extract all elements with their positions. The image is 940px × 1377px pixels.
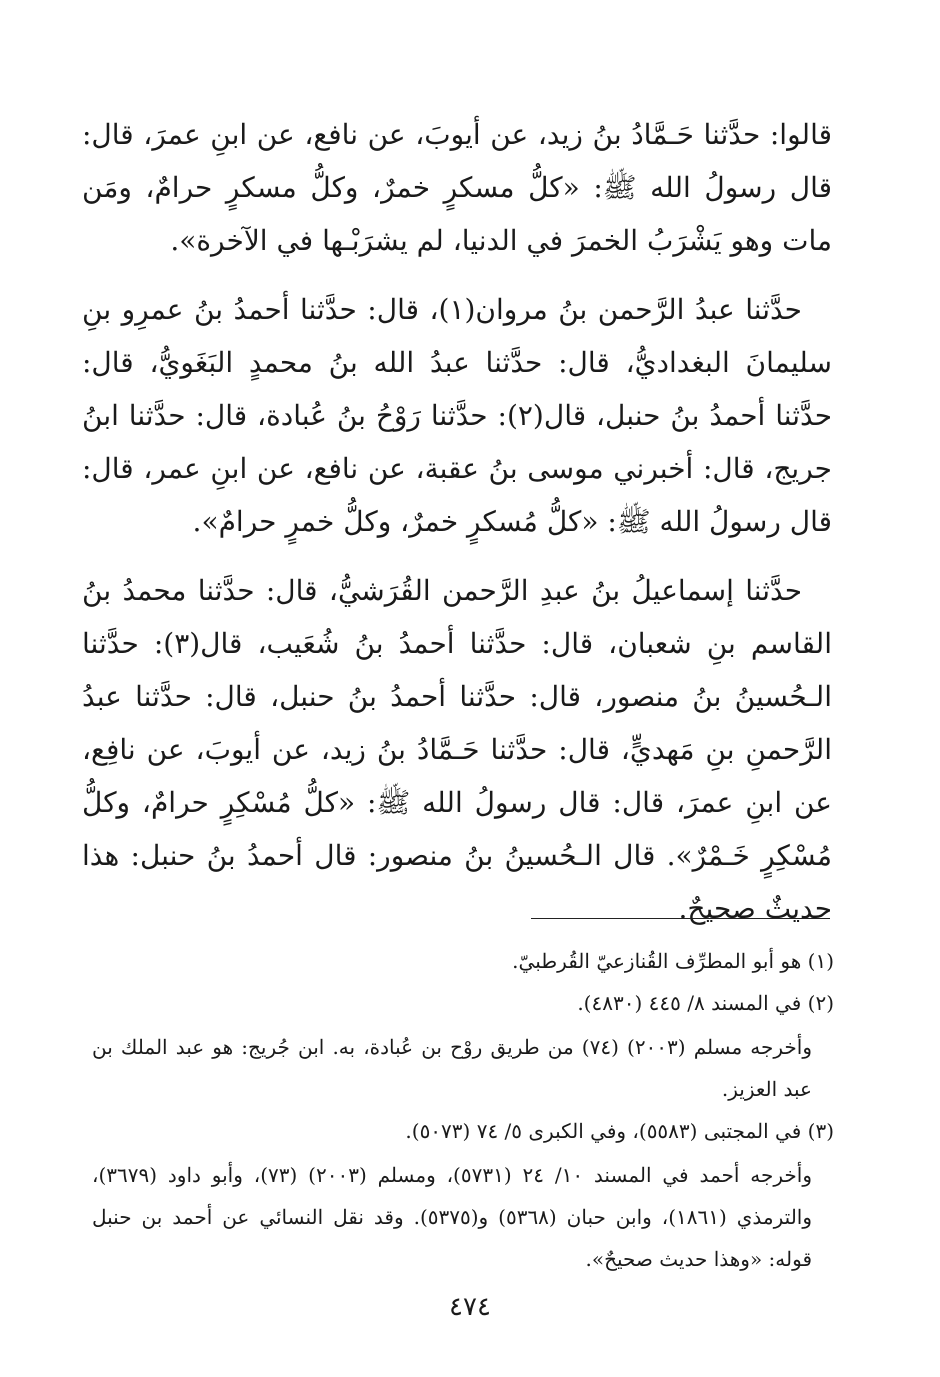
page-number: ٤٧٤ xyxy=(449,1292,491,1322)
footnote-1: (١) هو أبو المطرِّف القُنازعيّ القُرطبيّ. xyxy=(512,949,834,973)
footnote-separator xyxy=(531,918,830,919)
footnotes xyxy=(92,940,834,1280)
paragraph-3: حدَّثنا إسماعيلُ بنُ عبدِ الرَّحمن القُرَشيُّ، قال: حدَّثنا محمدُ بنُ القاسم بنِ شعبان، قال: حدَّثنا أحمدُ بنُ شُعَيب، قال(٣): حدَّثنا الـحُسينُ بنُ منصور، قال: حدَّثنا أحمدُ بنُ حنبل، قال: حدَّثنا عبدُ الرَّحمنِ بنِ مَهديٍّ، قال: حدَّثنا حَـمَّادُ بنُ زيد، عن أيوبَ، عن نافِع، عن ابنِ عمرَ، قال: قال رسولُ الله ﷺ: «كلُّ مُسْكِرٍ حرامٌ، وكلُّ مُسْكِرٍ خَـمْرٌ». قال الـحُسينُ بنُ منصور: قال أحمدُ بنُ حنبل: هذا حديثٌ صحيحٌ. xyxy=(82,574,832,925)
footnote-2-continuation: وأخرجه مسلم (٢٠٠٣) (٧٤) من طريق روْح بن عُبادة، به. ابن جُريج: هو عبد الملك بن عبد العزيز. xyxy=(92,1035,812,1101)
paragraph-2: حدَّثنا عبدُ الرَّحمن بنُ مروان(١)، قال: حدَّثنا أحمدُ بنُ عمرِو بنِ سليمانَ البغداديُّ، قال: حدَّثنا عبدُ الله بنُ محمدٍ البَغَويُّ، قال: حدَّثنا أحمدُ بنُ حنبل، قال(٢): حدَّثنا رَوْحُ بنُ عُبادة، قال: حدَّثنا ابنُ جريج، قال: أخبرني موسى بنُ عقبة، عن نافع، عن ابنِ عمر، قال: قال رسولُ الله ﷺ: «كلُّ مُسكرٍ خمرٌ، وكلُّ خمرٍ حرامٌ». xyxy=(82,293,833,538)
footnote-3: (٣) في المجتبى (٥٥٨٣)، وفي الكبرى ٥/ ٧٤ (٥٠٧٣). xyxy=(405,1119,834,1143)
main-text xyxy=(82,108,832,951)
footnote-3-continuation: وأخرجه أحمد في المسند ١٠/ ٢٤ (٥٧٣١)، ومسلم (٢٠٠٣) (٧٣)، وأبو داود (٣٦٧٩)، والترمذي (١٨٦١)، وابن حبان (٥٣٦٨) و(٥٣٧٥). وقد نقل النسائي عن أحمد بن حنبل قوله: «وهذا حديث صحيحٌ». xyxy=(92,1163,813,1271)
footnote-2: (٢) في المسند ٨/ ٤٤٥ (٤٨٣٠). xyxy=(577,991,834,1015)
paragraph-1: قالوا: حدَّثنا حَـمَّادُ بنُ زيد، عن أيوبَ، عن نافع، عن ابنِ عمرَ، قال: قال رسولُ الله ﷺ: «كلُّ مسكرٍ خمرٌ، وكلُّ مسكرٍ حرامٌ، ومَن مات وهو يَشْرَبُ الخمرَ في الدنيا، لم يشرَبْـها في الآخرة». xyxy=(82,118,832,257)
